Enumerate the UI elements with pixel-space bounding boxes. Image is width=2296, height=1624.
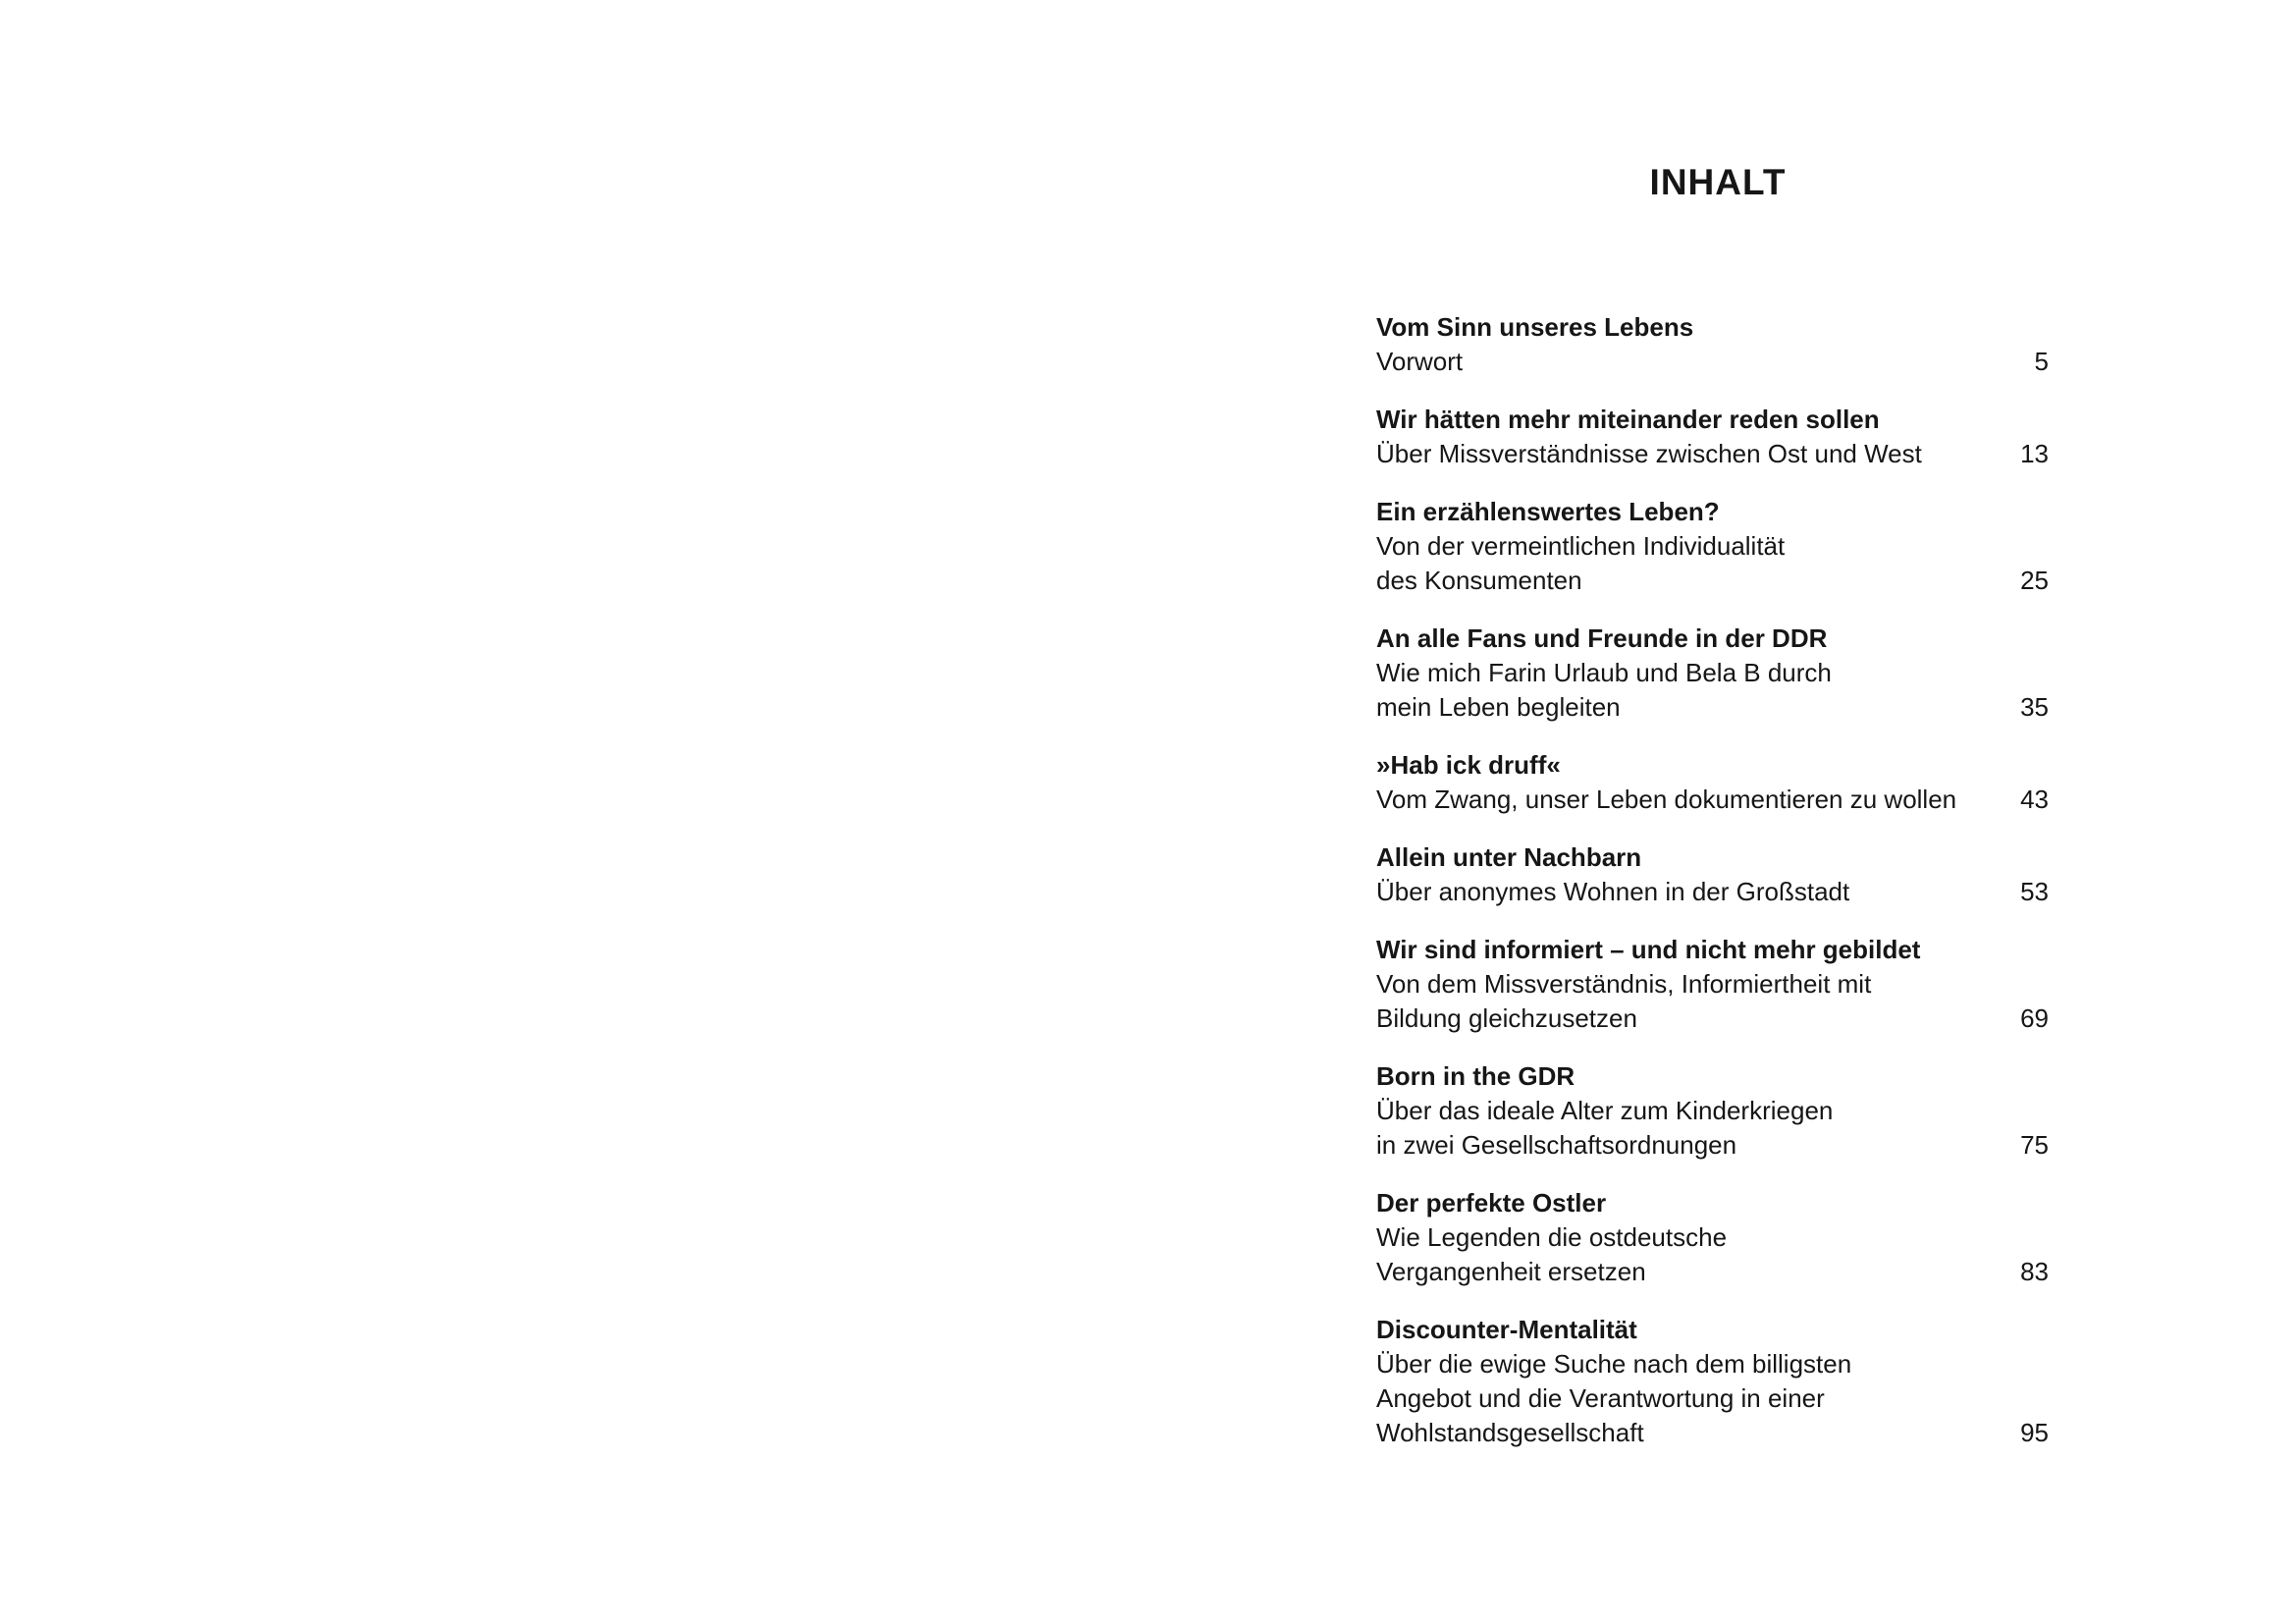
toc-entry-title: Ein erzählenswertes Leben?: [1376, 497, 1720, 526]
toc-entry-page-number: 95: [2020, 1418, 2049, 1447]
toc-entry-title: Der perfekte Ostler: [1376, 1188, 1607, 1218]
toc-entry-subtitle: in zwei Gesellschaftsordnungen: [1376, 1130, 1737, 1160]
toc-entry-subtitle: Von dem Missverständnis, Informiertheit mit: [1376, 969, 1872, 999]
toc-entry[interactable]: [1376, 1059, 2049, 1163]
toc-entry-subtitle: Vorwort: [1376, 347, 1464, 376]
toc-entry[interactable]: [1376, 622, 2049, 725]
toc-entry-title: Discounter-Mentalität: [1376, 1315, 1637, 1344]
toc-entry-title: Allein unter Nachbarn: [1376, 842, 1642, 872]
toc-entry-subtitle: Vergangenheit ersetzen: [1376, 1257, 1646, 1286]
toc-entry-subtitle: Bildung gleichzusetzen: [1376, 1003, 1637, 1033]
toc-entry-page-number: 83: [2020, 1257, 2049, 1286]
toc-entry-subtitle: Von der vermeintlichen Individualität: [1376, 531, 1786, 561]
table-of-contents: [1376, 310, 2049, 1474]
toc-entry[interactable]: [1376, 933, 2049, 1036]
toc-entry-subtitle: Angebot und die Verantwortung in einer: [1376, 1383, 1825, 1413]
toc-entry-page-number: 53: [2020, 877, 2049, 906]
toc-entry-title: Born in the GDR: [1376, 1061, 1575, 1091]
toc-entry-page-number: 35: [2020, 692, 2049, 722]
toc-entry[interactable]: [1376, 1186, 2049, 1289]
toc-entry[interactable]: [1376, 748, 2049, 817]
toc-entry-subtitle: Über Missverständnisse zwischen Ost und West: [1376, 439, 1922, 468]
toc-entry-page-number: 25: [2020, 566, 2049, 595]
page-title: INHALT: [1649, 162, 1787, 202]
toc-entry-subtitle: Über die ewige Suche nach dem billigsten: [1376, 1349, 1852, 1379]
toc-entry-subtitle: Wie Legenden die ostdeutsche: [1376, 1222, 1728, 1252]
toc-entry-page-number: 43: [2020, 785, 2049, 814]
toc-entry[interactable]: [1376, 495, 2049, 598]
toc-entry-title: Vom Sinn unseres Lebens: [1376, 312, 1694, 342]
toc-entry-subtitle: mein Leben begleiten: [1376, 692, 1621, 722]
toc-entry-subtitle: Vom Zwang, unser Leben dokumentieren zu wollen: [1376, 785, 1957, 814]
toc-entry-page-number: 5: [2034, 347, 2049, 376]
toc-entry-subtitle: Wohlstandsgesellschaft: [1376, 1418, 1644, 1447]
toc-entry[interactable]: [1376, 403, 2049, 471]
toc-entry[interactable]: [1376, 840, 2049, 909]
toc-entry-title: Wir sind informiert – und nicht mehr gebildet: [1376, 935, 1921, 964]
toc-entry-subtitle: Über anonymes Wohnen in der Großstadt: [1376, 877, 1850, 906]
toc-entry-title: An alle Fans und Freunde in der DDR: [1376, 623, 1828, 653]
toc-entry-page-number: 75: [2020, 1130, 2049, 1160]
toc-entry[interactable]: [1376, 1313, 2049, 1450]
toc-entry-subtitle: Wie mich Farin Urlaub und Bela B durch: [1376, 658, 1832, 687]
toc-entry-subtitle: Über das ideale Alter zum Kinderkriegen: [1376, 1096, 1834, 1125]
toc-entry-page-number: 13: [2020, 439, 2049, 468]
toc-entry-subtitle: des Konsumenten: [1376, 566, 1582, 595]
toc-entry[interactable]: [1376, 310, 2049, 379]
toc-entry-page-number: 69: [2020, 1003, 2049, 1033]
toc-entry-title: »Hab ick druff«: [1376, 750, 1561, 780]
toc-entry-title: Wir hätten mehr miteinander reden sollen: [1376, 405, 1880, 434]
